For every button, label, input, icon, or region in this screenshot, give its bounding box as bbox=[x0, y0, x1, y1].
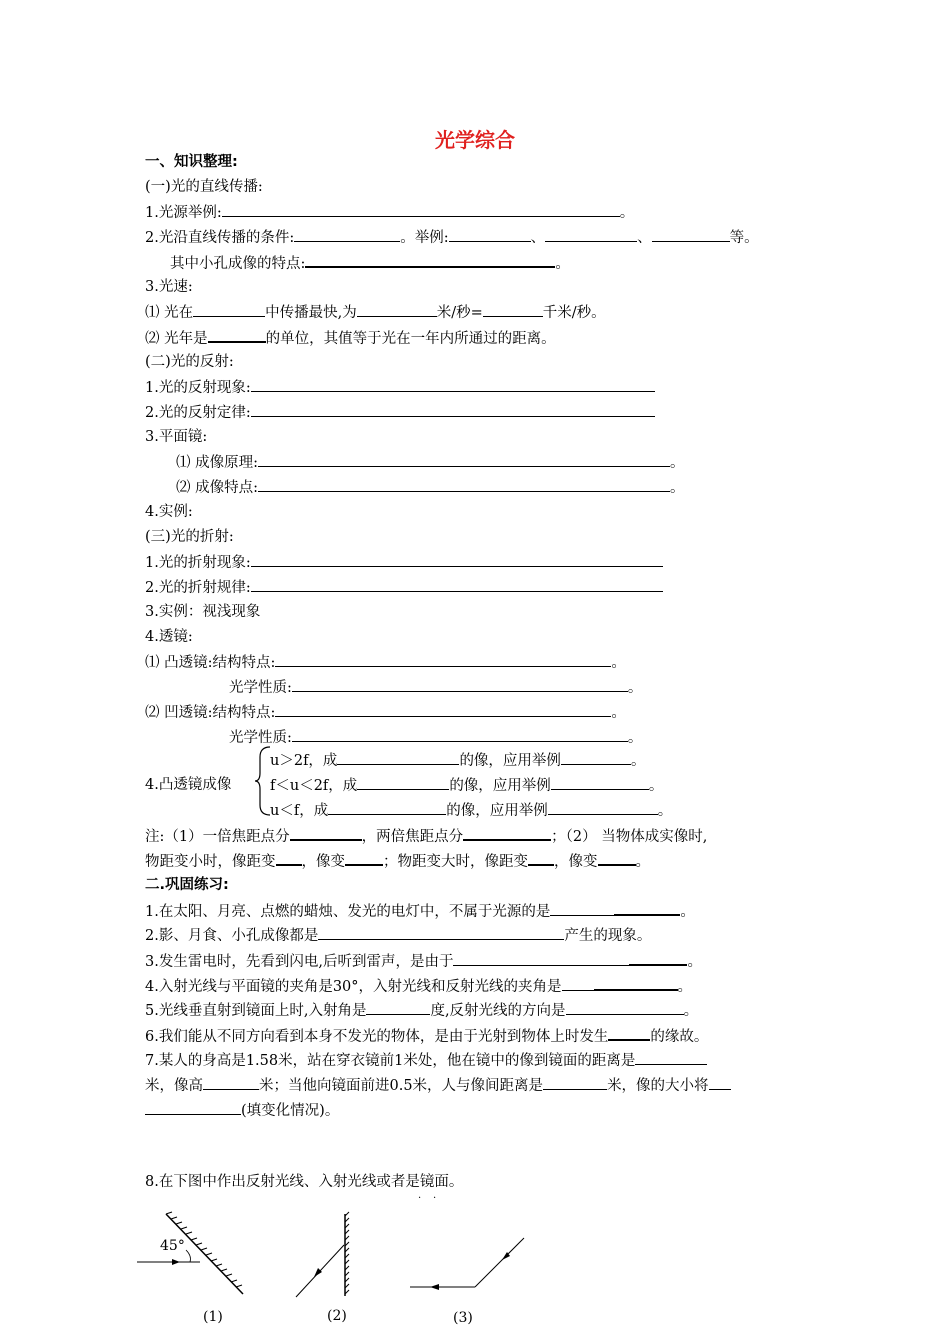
note-line-2: 物距变小时，像距变 ，像变 ；物距变大时，像距变 ，像变 。 bbox=[145, 850, 650, 872]
figure-label-1: (1) bbox=[203, 1309, 223, 1325]
convex-imaging-heading: 4.凸透镜成像 bbox=[145, 777, 232, 793]
line-convex-structure: ⑴ 凸透镜:结构特点: 。 bbox=[145, 652, 626, 673]
question-8: 8.在下图中作出反射光线、入射光线或者是镜面。 bbox=[145, 1174, 464, 1190]
line-refraction-phenomenon: 1.光的折射现象: bbox=[145, 552, 663, 573]
convex-case-2: f＜u＜2f，成 的像，应用举例 。 bbox=[270, 775, 663, 796]
question-7-line-1: 7.某人的身高是1.58米，站在穿衣镜前1米处，他在镜中的像到镜面的距离是 bbox=[145, 1050, 707, 1071]
subsection-reflection: (二)光的反射: bbox=[145, 354, 234, 370]
figure-label-3: (3) bbox=[453, 1310, 473, 1326]
convex-case-1: u＞2f，成 的像，应用举例 。 bbox=[270, 750, 645, 771]
emphasis-dot: . bbox=[418, 1190, 422, 1201]
emphasis-dot: . bbox=[433, 1190, 437, 1201]
line-pinhole-feature: 其中小孔成像的特点: 。 bbox=[170, 252, 570, 274]
line-lens: 4.透镜: bbox=[145, 629, 193, 645]
line-light-source-examples: 1.光源举例: 。 bbox=[145, 202, 634, 223]
line-reflection-phenomenon: 1.光的反射现象: bbox=[145, 377, 655, 398]
line-imaging-features: ⑵ 成像特点: 。 bbox=[176, 477, 685, 498]
line-examples: 4.实例: bbox=[145, 504, 193, 520]
angle-label: 45° bbox=[160, 1238, 185, 1254]
line-refraction-law: 2.光的折射规律: bbox=[145, 577, 663, 598]
line-concave-structure: ⑵ 凹透镜:结构特点: 。 bbox=[145, 702, 626, 723]
page-title: 光学综合 bbox=[435, 128, 515, 152]
convex-case-3: u＜f，成 的像，应用举例 。 bbox=[270, 800, 672, 821]
note-line-1: 注:（1）一倍焦距点分 ，两倍焦距点分 ；（2） 当物体成实像时, bbox=[145, 825, 707, 847]
line-light-speed: 3.光速: bbox=[145, 279, 193, 295]
question-2: 2.影、月食、小孔成像都是 产生的现象。 bbox=[145, 925, 651, 946]
question-5: 5.光线垂直射到镜面上时,入射角是 度,反射光线的方向是 。 bbox=[145, 1000, 698, 1021]
question-6: 6.我们能从不同方向看到本身不发光的物体，是由于光射到物体上时发生 的缘故。 bbox=[145, 1025, 708, 1047]
line-convex-optics: 光学性质: 。 bbox=[229, 677, 642, 698]
subsection-straight-light: (一)光的直线传播: bbox=[145, 179, 263, 195]
line-light-year: ⑵ 光年是 的单位，其值等于光在一年内所通过的距离。 bbox=[145, 327, 556, 349]
line-plane-mirror: 3.平面镜: bbox=[145, 429, 208, 445]
line-reflection-law: 2.光的反射定律: bbox=[145, 402, 655, 423]
question-7-line-2: 米，像高 米；当他向镜面前进0.5米，人与像间距离是 米，像的大小将 bbox=[145, 1075, 731, 1096]
figure-3-rays bbox=[410, 1238, 524, 1290]
line-propagation-condition: 2.光沿直线传播的条件: 。举例: 、 、 等。 bbox=[145, 227, 759, 248]
figure-1-mirror bbox=[137, 1212, 243, 1294]
question-7-line-3: (填变化情况)。 bbox=[145, 1100, 339, 1121]
line-imaging-principle: ⑴ 成像原理: 。 bbox=[176, 452, 685, 473]
section-heading-1: 一、知识整理: bbox=[145, 154, 238, 170]
question-4: 4.入射光线与平面镜的夹角是30°，入射光线和反射光线的夹角是 。 bbox=[145, 975, 692, 997]
question-1: 1.在太阳、月亮、点燃的蜡烛、发光的电灯中，不属于光源的是 。 bbox=[145, 900, 695, 922]
line-refraction-example: 3.实例：视浅现象 bbox=[145, 604, 261, 620]
section-heading-2: 二.巩固练习: bbox=[145, 877, 229, 893]
line-speed-medium: ⑴ 光在 中传播最快,为 米/秒= 千米/秒。 bbox=[145, 302, 606, 323]
question-3: 3.发生雷电时，先看到闪电,后听到雷声，是由于 。 bbox=[145, 950, 702, 972]
figure-2-mirror bbox=[296, 1212, 349, 1297]
subsection-refraction: (三)光的折射: bbox=[145, 529, 234, 545]
figure-label-2: (2) bbox=[327, 1308, 347, 1324]
line-concave-optics: 光学性质: 。 bbox=[229, 727, 642, 748]
